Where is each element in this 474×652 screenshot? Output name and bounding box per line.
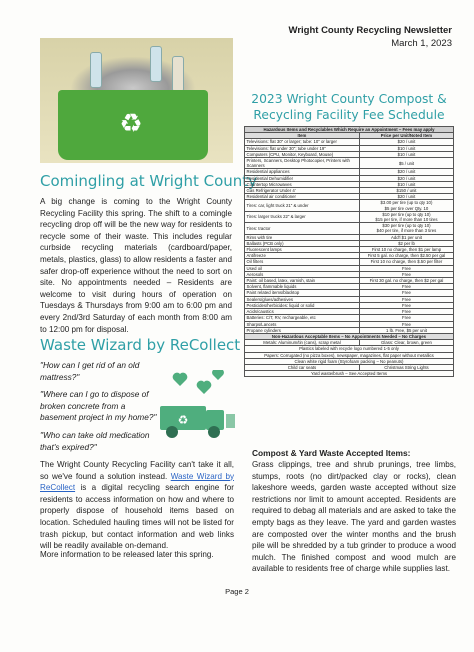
wheel-icon — [166, 426, 178, 438]
fee-item: Residential appliances — [245, 169, 360, 175]
fee-item: Tires: car, light truck 21" & under — [245, 200, 360, 211]
bottle-shape — [150, 46, 162, 82]
fee-item: Residential air conditioner — [245, 194, 360, 200]
wheel-icon — [208, 426, 220, 438]
fee-price: $10 / unit — [359, 151, 453, 157]
quote-medication: "Who can take old medication that's expired?" — [40, 429, 150, 452]
quote-concrete: "Where can I go to dispose of broken concrete from a basement project in my home?" — [40, 389, 157, 423]
fee-item: Oil filters — [245, 259, 360, 265]
fee-item: Countertop Microwaves — [245, 181, 360, 187]
fee-row — [245, 223, 454, 234]
more-info-note: More information to be released later this spring. — [40, 550, 214, 559]
fee-item: Paint: oil based, latex, varnish, stain — [245, 278, 360, 284]
newsletter-title: Wright County Recycling Newsletter — [288, 25, 452, 36]
fee-item: Ballasts (PCB only) — [245, 240, 360, 246]
fee-item: Sealers/glues/adhesives — [245, 296, 360, 302]
fee-price: First 10 no charge, then $1 per lamp — [359, 247, 453, 253]
fee-row — [245, 158, 454, 169]
comingling-body: A big change is coming to the Wright County Recycling Facility this spring. The shift to a comingle recycling drop off will be the new way for residents to recycle some of their waste. This includes regular curbside recycling materials (cardboard/paper, metals, plastics, glass) to allow residents a faster and safer drop-off experience without the need to sort on site. No appointments needed – Residents are welcome to visit during hours of operation on Tuesdays & Thursdays from 9:00 am to 6:00 pm and every 2nd/3rd Saturday of each month from 8:00 am to 12:00 pm for disposal. — [40, 197, 232, 334]
waste-wizard-body-rest: is a digital recycling search engine for residents to access information on how and where to properly dispose of household items based on location. Scheduled hauling times will not be listed for trash pickup, but contact information and web links will be readily available on-demand. — [40, 483, 234, 551]
col-price-header: Price per Unit/Noted Item — [359, 133, 453, 139]
fee-price: First 5 gal. no charge, then $2.50 per gal — [359, 253, 453, 259]
fee-row — [245, 200, 454, 211]
non-hazardous-item: Plastics labeled with recycle logo numbered 1-5 only — [245, 346, 454, 352]
fee-price: $150 / unit — [359, 188, 453, 194]
fee-item: Tires: larger trucks 22" & larger — [245, 211, 360, 222]
fee-price: 1 lb. Free, $5 per unit — [359, 327, 453, 333]
fee-price: First 10 no charge, then $.50 per filter — [359, 259, 453, 265]
fee-price: $20 / unit — [359, 175, 453, 181]
heart-icon — [212, 370, 224, 380]
fee-item: Gas Refrigerator Under 4' — [245, 188, 360, 194]
fee-price: Free — [359, 265, 453, 271]
fee-item: Printers, Scanners, Desktop Photocopier, Printers with Scanners — [245, 158, 360, 169]
fee-item: Computers (CPU, Monitor, Keyboard, Mouse) — [245, 151, 360, 157]
fee-price: $30 per tire (up to qty 10) $40 per tire, if more than 3 tires — [359, 223, 453, 234]
heart-icon — [197, 381, 212, 394]
compost-heading: Compost & Yard Waste Accepted Items: — [252, 448, 411, 458]
newsletter-date: March 1, 2023 — [391, 38, 452, 49]
non-hazardous-row — [245, 352, 454, 358]
col-item-header: Item — [245, 133, 360, 139]
fee-price: Add'l $1 per unit — [359, 234, 453, 240]
non-hazardous-item: Clean white rigid foam (Styrofoam packing – No peanuts) — [245, 358, 454, 364]
fee-price: $20 / unit — [359, 169, 453, 175]
newsletter-header — [289, 24, 452, 50]
fee-item: Antifreeze — [245, 253, 360, 259]
fee-price: $20 / unit — [359, 194, 453, 200]
non-hazardous-item: Papers: Corrugated (no pizza boxes), newspaper, magazines, flat paper without metallics — [245, 352, 454, 358]
non-hazardous-item: Christmas String Lights — [359, 364, 453, 370]
green-bin — [58, 90, 208, 160]
fee-schedule-heading: 2023 Wright County Compost & Recycling Facility Fee Schedule — [251, 92, 447, 122]
fee-price: $5 / unit — [359, 158, 453, 169]
fee-item: Sharps/Lancets — [245, 321, 360, 327]
fee-table-title: Hazardous Items and Recyclables Which Require an Appointment – Fees may apply — [245, 127, 454, 133]
fee-item: Televisions: flat 30" or larger; tube: 10" or larger — [245, 139, 360, 145]
fee-price: Free — [359, 309, 453, 315]
bin-icon — [226, 414, 235, 428]
fee-price: Free — [359, 321, 453, 327]
fee-price: First 30 gal. no charge, then $2 per gal — [359, 278, 453, 284]
fee-price: Free — [359, 315, 453, 321]
fee-price: $2 per lb — [359, 240, 453, 246]
fee-price: Free — [359, 271, 453, 277]
non-hazardous-section-title: Non-Hazardous Acceptable Items – No Appointments Needed – No Charges — [245, 333, 454, 339]
fee-item: Propane cylinders — [245, 327, 360, 333]
page-number: Page 2 — [225, 587, 249, 596]
fee-price: $20 / unit — [359, 139, 453, 145]
bottle-shape — [172, 56, 184, 92]
fee-item: Used oil — [245, 265, 360, 271]
fee-item: Paint related items/blacktop — [245, 290, 360, 296]
waste-wizard-heading: Waste Wizard by ReCollect — [40, 336, 241, 354]
recycle-icon: ♻ — [177, 413, 189, 427]
fee-item: Rims with tire — [245, 234, 360, 240]
fee-price: $3.00 per tire (up to qty 10) $5 per tire over Qty. 10 — [359, 200, 453, 211]
fee-item: Televisions: flat under 30"; tube under 19" — [245, 145, 360, 151]
non-hazardous-item: Yard waste/brush – See Accepted Items — [245, 371, 454, 377]
fee-item: Batteries: C/T, RV, rechargeable, etc — [245, 315, 360, 321]
fee-price: Free — [359, 296, 453, 302]
waste-wizard-quotes — [40, 360, 160, 459]
recycling-bin-photo — [40, 38, 233, 163]
heart-icon — [173, 373, 188, 386]
fee-row — [245, 211, 454, 222]
non-hazardous-row — [245, 371, 454, 377]
fee-price: $10 per tire (up to qty 10) $15 per tire, if more than 10 tires — [359, 211, 453, 222]
non-hazardous-item: Metals: Aluminum/tin (cans), scrap metal — [245, 340, 360, 346]
fee-price: $10 / unit — [359, 145, 453, 151]
fee-item: Acids/caustics — [245, 309, 360, 315]
comingling-heading: Comingling at Wright County — [40, 172, 258, 190]
bottle-shape — [90, 52, 102, 88]
fee-schedule-table — [244, 126, 454, 377]
fee-item: Solvent, flammable liquids — [245, 284, 360, 290]
fee-item: Aerosols — [245, 271, 360, 277]
waste-wizard-body-intro: The Wright County Recycling Facility can't take it all, so we've found a solution instead. — [40, 460, 234, 481]
fee-price: Free — [359, 302, 453, 308]
fee-price: $10 / unit — [359, 181, 453, 187]
fee-item: Residential Dehumidifier — [245, 175, 360, 181]
recycle-icon: ♻ — [119, 108, 143, 138]
compost-body: Grass clippings, tree and shrub prunings, tree limbs, stumps, roots (no dirt/packed clay or rocks), clean lakeshore weeds, garden waste accepted without size restrictions nor limit to amount accepted. Residents are required to debag all materials and are asked to take the empty bags as they leave. The yard and garden wastes are composted over the winter months and the brush pile will be shredded by a tub grinder to produce a wood mulch. The finished compost and wood mulch are available to residents free of charge while supplies last. — [252, 460, 456, 574]
fee-price: Free — [359, 284, 453, 290]
fee-item: Pesticides/herbicides: liquid or solid — [245, 302, 360, 308]
non-hazardous-item: Child car seats — [245, 364, 360, 370]
fee-item: Tires: tractor — [245, 223, 360, 234]
fee-item: Fluorescent lamps — [245, 247, 360, 253]
non-hazardous-item: Glass: Clear, brown, green — [359, 340, 453, 346]
waste-wizard-link[interactable]: Waste Wizard by ReCollect — [40, 471, 234, 493]
waste-wizard-body — [40, 459, 234, 552]
quote-mattress: "How can I get rid of an old mattress?" — [40, 360, 140, 382]
recycle-truck-illustration — [158, 370, 236, 450]
fee-price: Free — [359, 290, 453, 296]
